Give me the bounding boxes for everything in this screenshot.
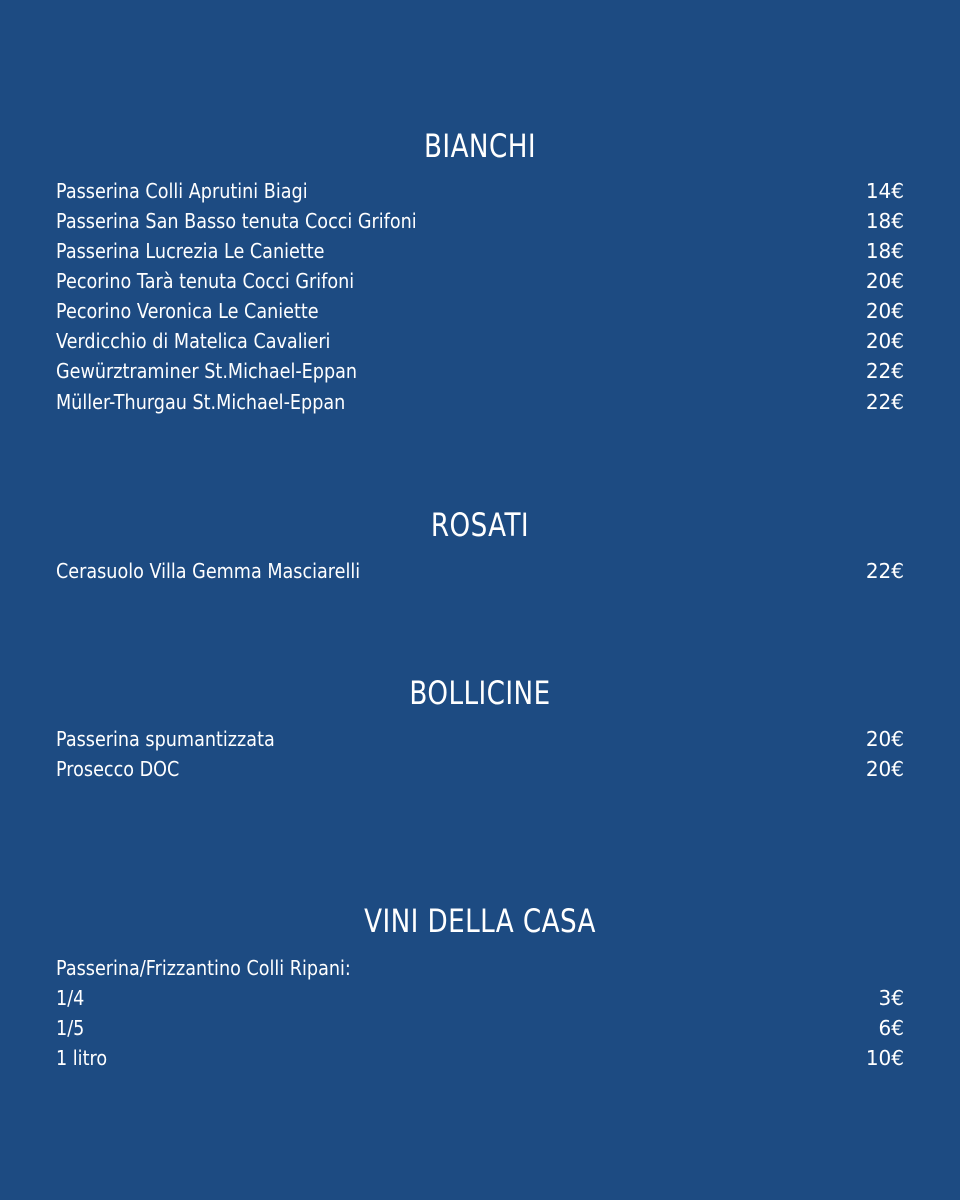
menu-item bbox=[56, 326, 904, 356]
section-title-bollicine: BOLLICINE bbox=[409, 674, 551, 712]
menu-item-name: Cerasuolo Villa Gemma Masciarelli bbox=[56, 559, 361, 583]
menu-item-price: 22€ bbox=[865, 559, 904, 583]
menu-item-name: Pecorino Tarà tenuta Cocci Grifoni bbox=[56, 269, 355, 293]
section-title-vini-della-casa: VINI DELLA CASA bbox=[364, 902, 596, 940]
menu-item-name: 1/5 bbox=[56, 1016, 85, 1040]
menu-item-price: 20€ bbox=[865, 329, 904, 353]
menu-item-name: Verdicchio di Matelica Cavalieri bbox=[56, 329, 331, 353]
menu-item-price: 20€ bbox=[865, 299, 904, 323]
section-title-bianchi: BIANCHI bbox=[424, 127, 536, 165]
menu-item-name: Passerina Lucrezia Le Caniette bbox=[56, 239, 325, 263]
menu-item-price: 10€ bbox=[865, 1046, 904, 1070]
menu-item-price: 20€ bbox=[865, 727, 904, 751]
menu-item bbox=[56, 983, 904, 1013]
menu-item-name: Gewürztraminer St.Michael-Eppan bbox=[56, 359, 358, 383]
menu-item-price: 18€ bbox=[865, 209, 904, 233]
menu-item bbox=[56, 176, 904, 206]
menu-item-name: 1 litro bbox=[56, 1046, 108, 1070]
menu-item-name: Müller-Thurgau St.Michael-Eppan bbox=[56, 390, 346, 414]
menu-item-name: Passerina San Basso tenuta Cocci Grifoni bbox=[56, 209, 417, 233]
menu-item bbox=[56, 1043, 904, 1073]
menu-item-name: Passerina Colli Aprutini Biagi bbox=[56, 179, 308, 203]
menu-item-price: 3€ bbox=[878, 986, 904, 1010]
menu-item-price: 14€ bbox=[865, 179, 904, 203]
menu-item bbox=[56, 754, 904, 784]
menu-item bbox=[56, 387, 904, 417]
menu-item-price: 20€ bbox=[865, 757, 904, 781]
menu-item bbox=[56, 266, 904, 296]
menu-item bbox=[56, 356, 904, 386]
menu-item-name: Passerina spumantizzata bbox=[56, 727, 275, 751]
menu-item bbox=[56, 236, 904, 266]
menu-item bbox=[56, 296, 904, 326]
menu-item-price: 6€ bbox=[878, 1016, 904, 1040]
menu-item bbox=[56, 556, 904, 586]
menu-subtitle-text: Passerina/Frizzantino Colli Ripani: bbox=[56, 956, 351, 980]
menu-item-price: 18€ bbox=[865, 239, 904, 263]
menu-subtitle bbox=[56, 953, 904, 983]
menu-item bbox=[56, 1013, 904, 1043]
menu-item-price: 22€ bbox=[865, 359, 904, 383]
menu-item-name: 1/4 bbox=[56, 986, 85, 1010]
menu-item-price: 20€ bbox=[865, 269, 904, 293]
menu-item bbox=[56, 206, 904, 236]
menu-item-name: Prosecco DOC bbox=[56, 757, 180, 781]
menu-item bbox=[56, 724, 904, 754]
section-title-rosati: ROSATI bbox=[430, 506, 530, 544]
menu-item-name: Pecorino Veronica Le Caniette bbox=[56, 299, 319, 323]
menu-item-price: 22€ bbox=[865, 390, 904, 414]
